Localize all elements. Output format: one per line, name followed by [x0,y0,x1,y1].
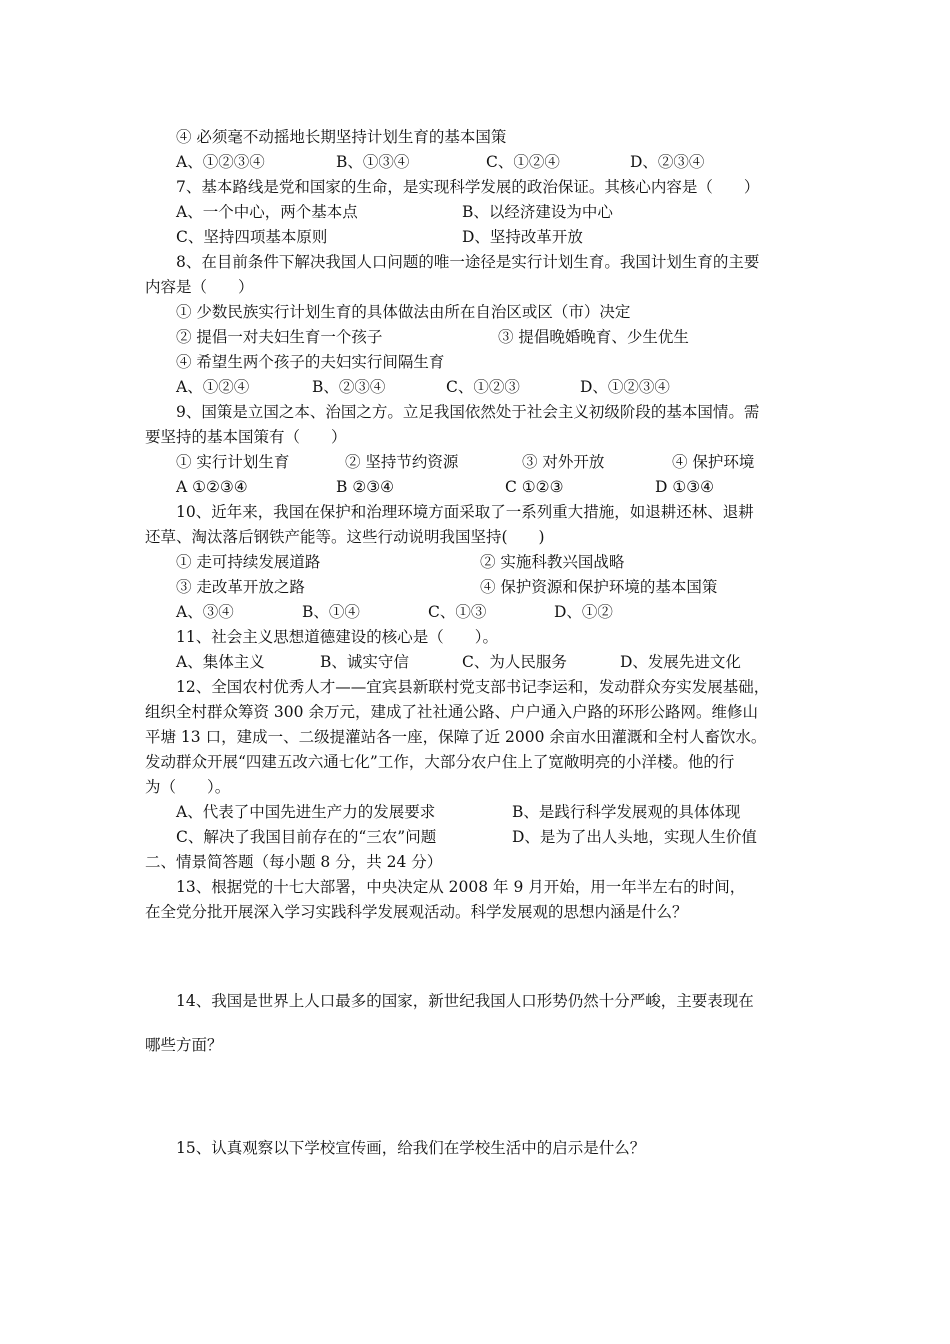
q14-line1: 14、我国是世界上人口最多的国家，新世纪我国人口形势仍然十分严峻，主要表现在 [176,992,754,1010]
q10-option-a: A、③④ [176,603,234,621]
q12-option-c: C、解决了我国目前存在的“三农”问题 [176,828,437,846]
q10-statement-2: ② 实施科教兴国战略 [480,553,625,571]
q12-option-b: B、是践行科学发展观的具体体现 [512,803,741,821]
q9-statement-1: ① 实行计划生育 [176,453,290,471]
q8-stem-line2: 内容是（ ） [145,278,254,296]
q8-statement-2: ② 提倡一对夫妇生育一个孩子 [176,328,383,346]
q11-option-d: D、发展先进文化 [620,653,741,671]
q12-stem-line3: 平塘 13 口，建成一、二级提灌站各一座，保障了近 2000 余亩水田灌溉和全村人畜饮水。 [145,728,767,746]
q9-statement-4: ④ 保护环境 [672,453,755,471]
q8-option-c: C、①②③ [446,378,520,396]
q8-statement-4: ④ 希望生两个孩子的夫妇实行间隔生育 [176,353,445,371]
q11-option-b: B、诚实守信 [320,653,409,671]
q7-stem: 7、基本路线是党和国家的生命，是实现科学发展的政治保证。其核心内容是（ ） [176,178,760,196]
q9-option-c: C ①②③ [505,478,564,496]
q12-stem-line5: 为（ ）。 [145,778,231,796]
q9-option-b: B ②③④ [336,478,395,496]
q7-option-d: D、坚持改革开放 [462,228,583,246]
section-heading: 二、情景简答题（每小题 8 分，共 24 分） [145,853,443,871]
q9-stem-line2: 要坚持的基本国策有（ ） [145,428,347,446]
q10-option-b: B、①④ [302,603,360,621]
q6-option-a: A、①②③④ [176,153,265,171]
q10-option-d: D、①② [554,603,613,621]
q11-stem: 11、社会主义思想道德建设的核心是（ ）。 [176,628,498,646]
q10-statement-4: ④ 保护资源和保护环境的基本国策 [480,578,718,596]
q8-statement-1: ① 少数民族实行计划生育的具体做法由所在自治区或区（市）决定 [176,303,631,321]
q13-line1: 13、根据党的十七大部署，中央决定从 2008 年 9 月开始，用一年半左右的时间， [176,878,746,896]
q14-line2: 哪些方面？ [145,1036,223,1054]
q8-option-b: B、②③④ [312,378,386,396]
q6-option-b: B、①③④ [336,153,410,171]
q10-stem-line2: 还草、淘汰落后钢铁产能等。这些行动说明我国坚持( ) [145,528,545,546]
q11-option-c: C、为人民服务 [462,653,567,671]
q11-option-a: A、集体主义 [176,653,265,671]
q13-line2: 在全党分批开展深入学习实践科学发展观活动。科学发展观的思想内涵是什么？ [145,903,688,921]
q8-option-d: D、①②③④ [580,378,670,396]
q10-statement-3: ③ 走改革开放之路 [176,578,305,596]
q12-stem-line4: 发动群众开展“四建五改六通七化”工作，大部分农户住上了宽敞明亮的小洋楼。他的行 [145,753,735,771]
q12-stem-line1: 12、全国农村优秀人才——宜宾县新联村党支部书记李运和，发动群众夯实发展基础， [176,678,770,696]
q8-statement-3: ③ 提倡晚婚晚育、少生优生 [498,328,689,346]
q12-stem-line2: 组织全村群众筹资 300 余万元，建成了社社通公路、户户通入户路的环形公路网。维修山 [145,703,758,721]
q9-statement-2: ② 坚持节约资源 [345,453,459,471]
q6-statement-4: ④ 必须毫不动摇地长期坚持计划生育的基本国策 [176,128,507,146]
q6-option-c: C、①②④ [486,153,560,171]
q7-option-b: B、以经济建设为中心 [462,203,613,221]
q9-stem-line1: 9、国策是立国之本、治国之方。立足我国依然处于社会主义初级阶段的基本国情。需 [176,403,760,421]
q10-stem-line1: 10、近年来，我国在保护和治理环境方面采取了一系列重大措施，如退耕还林、退耕 [176,503,754,521]
q12-option-d: D、是为了出人头地，实现人生价值 [512,828,757,846]
q8-option-a: A、①②④ [176,378,250,396]
q9-option-a: A ①②③④ [176,478,248,496]
q10-option-c: C、①③ [428,603,487,621]
q8-stem-line1: 8、在目前条件下解决我国人口问题的唯一途径是实行计划生育。我国计划生育的主要 [176,253,760,271]
q6-option-d: D、②③④ [630,153,705,171]
q7-option-c: C、坚持四项基本原则 [176,228,328,246]
q15-line1: 15、认真观察以下学校宣传画，给我们在学校生活中的启示是什么？ [176,1139,646,1157]
q12-option-a: A、代表了中国先进生产力的发展要求 [176,803,436,821]
q9-statement-3: ③ 对外开放 [522,453,605,471]
q9-option-d: D ①③④ [655,478,715,496]
q7-option-a: A、一个中心，两个基本点 [176,203,358,221]
q10-statement-1: ① 走可持续发展道路 [176,553,321,571]
